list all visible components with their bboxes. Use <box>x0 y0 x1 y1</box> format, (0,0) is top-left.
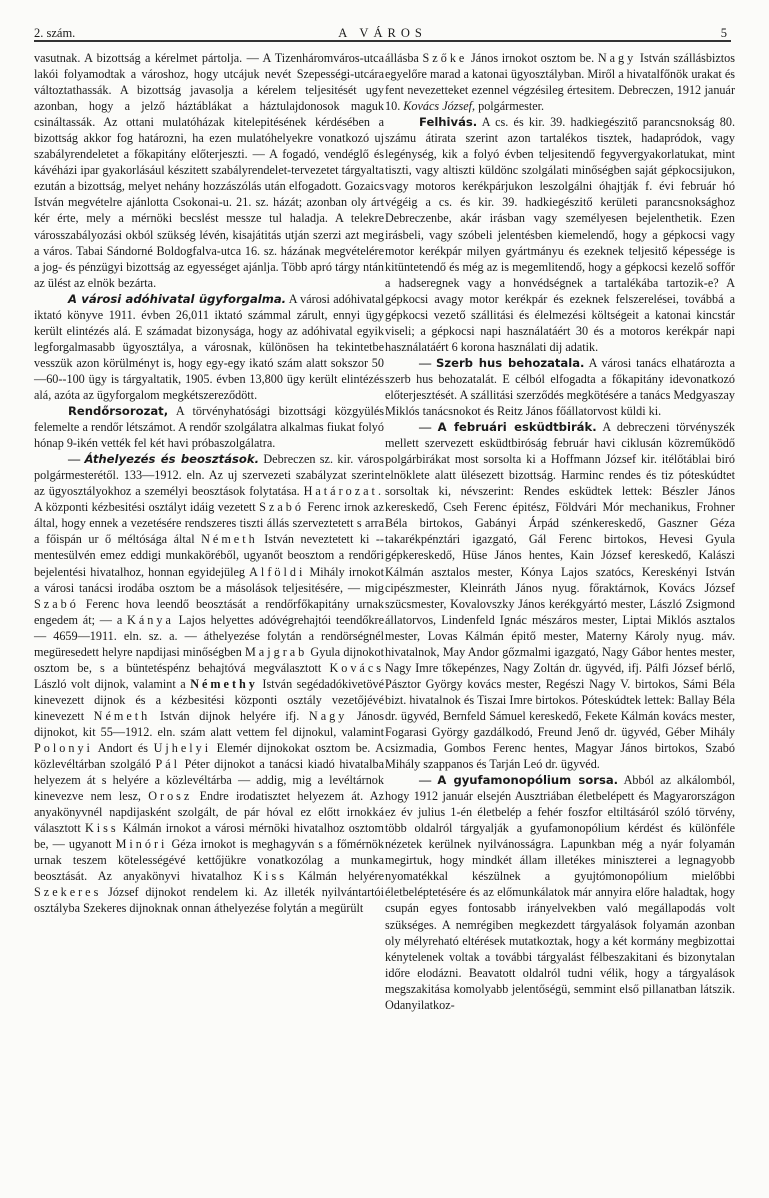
article-continuation: vasutnak. A bizottság a kérelmet pártolja. — A Tizenháromváros-utca lakói folyamodtak a városhoz, hogy utcájuk nevét Szepességi-utcára változtathassák. A bizottság javasolja a kérelem teljesitését ugy azonban, hogy a jelző háztáblákat a háztulajdonosok maguk csináltassák. Az ottani mulatóházak kitelepitésének kérdésében a bizottság akkor fog határozni, ha ezen mulatóhelyekre vonatkozó uj szabályrendeletet a főkapitány előterjeszti. — A fogadó, vendéglő és kávéházi ipar gyakorlásául készitett szabályrendelet-tervezetet tárgyalta ezután a bizottság, melyet nehány hozzászólás után elfogadott. Gozaics István megvételre ajánlotta Csokonai-u. 21. sz. házát; azonban oly árt kér érte, mely a mérnöki becslést messze tul haladja. A telekre városszabályozási okból szükség lévén, kisajátitás utján szerzi azt meg a város. Tabai Sándorné Boldogfalva-utca 16. sz. házának megvételére a jog- és pénzügyi bizottság az egyességet ajánlja. Több apró tárgy ntán az ülést az elnök bezárta. <box>34 51 384 290</box>
article-heading: A gyufamonopólium sorsa. <box>437 773 619 788</box>
right-column <box>385 50 735 1013</box>
article-adohivatal: A városi adóhivatal ügyforgalma. A városi adóhivatal iktató könyve 1911. évben 26,011 iktató számmal zárult, ennyi ügy került elintézés alá. E számadat bizonysága, hogy az adóhivatal egyik legforgalmasabb ügyosztálya, a városnak, különösen ha tekintetbe vesszük azon körülményt is, hogy egy-egy ikató szám alatt sokszor 50—60--100 ügy is tárgyaltatik, 1905. évben 13,800 ügy került elintézés alá, azóta az ügyforgalom megkétszereződött. <box>34 291 384 402</box>
article-szerb-hus: — Szerb hus behozatala. A városi tanács elhatározta a szerb hus behozatalát. E célból elfogadta a főkapitány idevonatkozó előterjesztését. A szállitási szerződés megkötésére a tanács Medgyaszay Miklós tanácsnokot és Reitz János főállatorvost küldi ki. <box>385 355 735 419</box>
article-athelyezes: — Áthelyezés és beosztások. Debreczen sz. kir. város polgármesterétől. 133—1912. eln. Az uj szervezeti szabályzat szerint az ügyosztályokhoz a személyi beosztások folytatása. Határozat. A központi kézbesitési osztályt idáig vezetett Szabó Ferenc irnok az által, hogy ennek a vezetésére rendszeres tiszti állás szerveztetett s arra a főispán ur ő méltósága által Németh István neveztetett ki -- mentesülvén emez eddigi munkaköréből, ugyanőt beosztom a rendőri bejelentési hivatalhoz, honnan egyidejüleg Alföldi Mihály irnokot a városi tanácsi irodába osztom be a másolások teljesitésére, — mig Szabó Ferenc hova leendő beosztását a rendőrfőkapitány urnak engedem át; — a Kánya Lajos helyettes adóvégrehajtói teendőkre — 4659—1911. eln. sz. a. — áthelyezése folytán a rendörségnél megüresedett helyre napdijasi minőségben Majgrab Gyula dijnokot osztom be, s a büntetéspénz behajtóvá megválasztott Kovács László volt dijnok, valamint a Némethy István segédadókivetövé kinevezett dijnok és a kézbesitési központi osztály vezetőjévé kinevezett Németh István dijnok helyére ifj. Nagy János dijnokot, kit 55—1912. eln. szám alatt vettem fel dijnokul, valamint Polonyi Andort és Ujhelyi Elemér dijnokokat osztom be. A közlevéltárban szolgáló Pál Péter dijnokot a tanácsi kiadó hivatalba helyezem át s helyére a közlevéltárba — addig, mig a levéltárnok kinevezve nem lesz, Orosz Endre irodatisztet helyezem át. Az anyakönyvnél napdijasként szolgált, de pár hóval ez előtt irnokká választott Kiss Kálmán irnokot a városi mérnöki hivatalhoz osztom be, — ugyanott Minóri Géza irnokot is meghagyván s a főmérnök urnak teszem kötelességévé kettőjükre vonatkozólag a munka beosztását. Az anyakönyvi hivatalhoz Kiss Kálmán helyére Szekeres József dijnokot rendelem ki. Az illeték nyilvántartói osztályba Szekeres dijnoknak onnan áthelyezése folytán a megürült <box>34 452 385 916</box>
article-continuation: állásba Szőke János irnokot osztom be. Nagy István szállásbiztos egyelőre marad a katonai ügyosztályban. Miről a hivatalfőnök urakat és fent nevezetteket ezennel végzésileg értesitem. Debreczen, 1912 január 10. Kovács József, polgármester. <box>385 51 735 114</box>
article-heading: A februári esküdtbirák. <box>437 420 597 435</box>
signature: Kovács József, <box>403 99 476 114</box>
article-heading: Rendőrsorozat, <box>68 404 169 419</box>
article-heading: A városi adóhivatal ügyforgalma. <box>68 291 287 306</box>
newspaper-title: A VÁROS <box>338 26 427 40</box>
article-heading: Felhivás. <box>419 115 478 130</box>
article-heading: Áthelyezés és beosztások. <box>84 452 260 467</box>
article-gyufamonopolium: — A gyufamonopólium sorsa. Abból az alkálomból, hogy 1912 január elsején Ausztriában életbelépett és Magyarországon ez év julius 1-én életbelép a fehér foszfor eltiltásáról szóló törvény, több oldalról tárgyalják a gyufamonopólium kérdést és különféle nézetek kerülnek nyilvánosságra. Lapunkban még a nyár folyamán megirtuk, hogy mindkét állam illetékes miniszterei a legnagyobb nyomatékkal készülnek a gyujtómonopólium mielőbbi életbeléptetésére és az előmunkálatok már annyira előre haladtak, hogy csupán egyes fontosabb irányelvekben való megállapodás volt szükséges. A nemrégiben megkezdett tárgyalások folyamán azonban oly mélyreható eltérések mutatkoztak, hogy a két kormány megbizottai kénytelenek voltak a további tárgyalást félbeszakitani és bizonytalan időre elodázni. Beavatott oldalról tudni vélik, hogy a tárgyalások megszakitása komolyabb jelentőségü, semmint első pillanatban látszik. Odanyilatkoz- <box>385 773 736 1012</box>
page-header <box>34 26 731 42</box>
left-column <box>34 50 384 917</box>
article-eskudtbirak: — A februári esküdtbirák. A debreczeni törvényszék mellett szervezett esküdtbiróság február havi ciklusán közreműködő polgárbirákat most sorsolta ki a Hoffmann József kir. itélőtáblai biró elnöklete alatt ülésezett bizottság. Harminc rendes és tiz póteskúdtet sorsoltak ki, névszerint: Rendes esküdtek lettek: Bészler János kereskedő, Cseh Ferenc épitész, Földvári Mór mechanikus, Frohner Béla birtokos, Gabányi Árpád szénkereskedő, Gaszner Géza takarékpénztári igazgató, Gál Ferenc birtokos, Hevesi Gyula gépkereskedő, Hüse János hentes, Kain József kereskedő, Kalászi Kálmán asztalos mester, Kónya Lajos szatócs, Kereskényi István cipészmester, Kleinráth János nyug. főraktárnok, Kovács József szücsmester, Kovalovszky János kerékgyártó mester, László Zsigmond állatorvos, Lindenfeld Ignác mészáros mester, Liptai Miklós asztalos mester, Lovas Kálmán épitő mester, Materny Károly nyug. máv. hivatalnok, May Andor gőzmalmi igazgató, Nagy Gábor hentes mester, Nagy Imre tőkepénzes, Nagy Zoltán dr. ügyvéd, ifj. Pálfi József bérlő, Pásztor György kovács mester, Regészi Nagy V. birtokos, Sámi Béla bizt. hivatalnok és Tiszai Imre birtokos. Póteskúdtek lettek: Ballay Béla dr. ügyvéd, Bernfeld Sámuel kereskedő, Fekete Kálmán kovács mester, Fogarasi György gazdálkodó, Freund Jenő dr. ügyvéd, Géber Mihály csizmadia, Gombos Ferenc hentes, Magyar János birtokos, Szabó Mihály szappanos és Tarján Leó dr. ügyvéd. <box>385 420 735 772</box>
article-heading: Szerb hus behozatala. <box>435 355 585 370</box>
article-rendorsorozat: Rendőrsorozat, A törvényhatósági bizottsági közgyülés felemelte a rendőr létszámot. A rendőr szolgálatra alkalmas fiukat folyó hónap 9-ikén vették fel két havi próbaszolgálatra. <box>34 404 384 451</box>
article-felhivas: Felhivás. A cs. és kir. 39. hadkiegészitő parancsnokság 80. számu átirata szerint azon tartalékos tisztek, hadapródok, vagy legénység, kik a folyó évben teljesitendő fegyvergyakorlatukat, mint tiszti, vagy altiszti küldönc szolgálati minőségben saját gépkocsijukon, vagy motoros kerékpárjukon leszolgálni óhajtják f. évi február hó végéig a cs. és kir. 39. hadkiegészitő kerületi parancsnoksághoz Debreczenbe, akár irásban vagy személyesen bejelenthetik. Ezen irásbeli, vagy szóbeli jelentésben kiemelendő, hogy a gépkocsi vagy motor kerékpár milyen gyártmányu és ezeknek teljesitő képessége is kitüntetendő és még az is megemlitendő, hogy a gépkocsi kezelő soffőr a hadseregnek vagy a honvédségnek a tartalékába tartozik-e? A gépkocsi avagy motor kerékpár és ezeknek felszerelései, továbbá a gépkocsi vezető szállitási és élelmezési költségeit a katonai kincstár viseli; a gépkocsi napi használatáért 30 és a motoros kerékpár napi használatáért 6 korona használati dij adatik. <box>385 115 735 354</box>
page-number: 5 <box>720 26 727 40</box>
issue-number: 2. szám. <box>34 26 76 40</box>
